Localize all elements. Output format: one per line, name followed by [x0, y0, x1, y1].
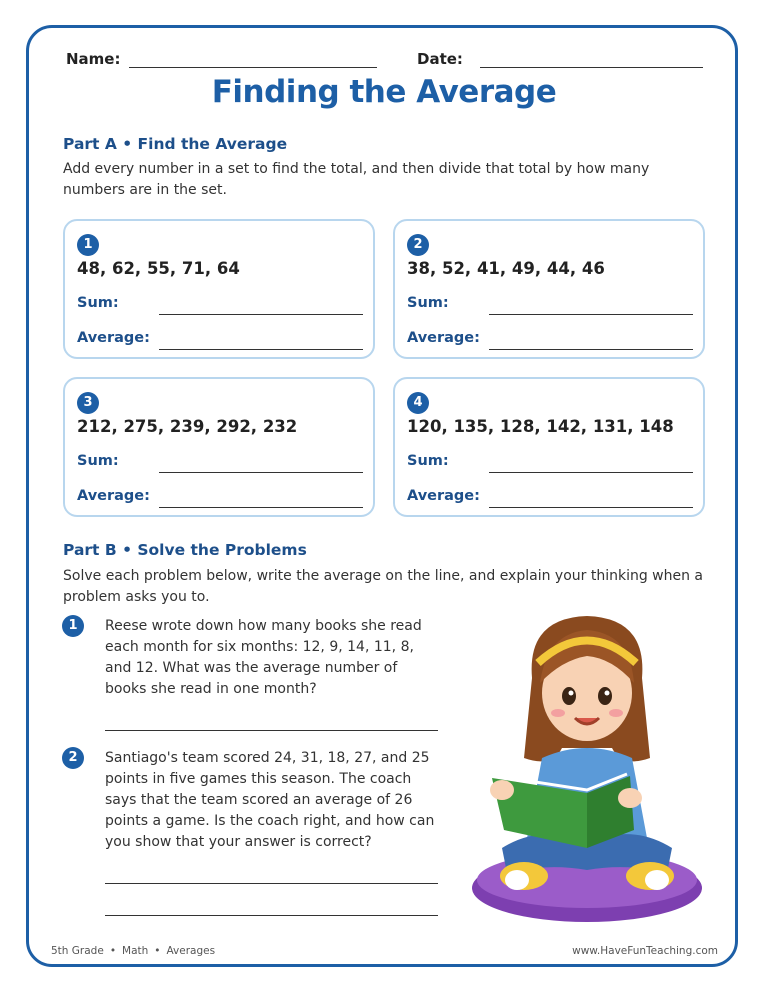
date-field[interactable]: [480, 67, 703, 68]
problem-number-badge: 4: [407, 392, 429, 414]
number-set: 38, 52, 41, 49, 44, 46: [407, 259, 605, 278]
name-label: Name:: [66, 50, 121, 68]
footer-website-link[interactable]: www.HaveFunTeaching.com: [572, 945, 718, 957]
average-answer-line[interactable]: [489, 349, 693, 350]
sum-answer-line[interactable]: [159, 472, 363, 473]
girl-reading-book-icon: [462, 608, 712, 926]
number-set: 48, 62, 55, 71, 64: [77, 259, 240, 278]
sum-label: Sum:: [77, 295, 119, 311]
date-label: Date:: [417, 50, 463, 68]
footer-subject: Math: [122, 945, 149, 957]
header-row: [64, 50, 704, 72]
average-answer-line[interactable]: [489, 507, 693, 508]
word-problem-number-badge: 2: [62, 747, 84, 769]
sum-answer-line[interactable]: [489, 314, 693, 315]
sum-label: Sum:: [407, 453, 449, 469]
name-field[interactable]: [129, 67, 377, 68]
sum-label: Sum:: [407, 295, 449, 311]
part-b-title: Part B • Solve the Problems: [63, 541, 307, 559]
footer-grade: 5th Grade: [51, 945, 104, 957]
problem-number-badge: 3: [77, 392, 99, 414]
problem-card-3: [63, 377, 375, 517]
footer-topic: Averages: [166, 945, 216, 957]
problem-card-4: [393, 377, 705, 517]
word-problem-answer-line[interactable]: [105, 883, 438, 884]
sum-label: Sum:: [77, 453, 119, 469]
problem-card-1: [63, 219, 375, 359]
word-problem-text: Reese wrote down how many books she read each month for six months: 12, 9, 14, 11, 8, and 12. What was the average number of books she read in one month?: [105, 618, 422, 697]
problem-number-badge: 2: [407, 234, 429, 256]
problem-number-badge: 1: [77, 234, 99, 256]
average-label: Average:: [77, 488, 150, 504]
sum-answer-line[interactable]: [489, 472, 693, 473]
sum-answer-line[interactable]: [159, 314, 363, 315]
word-problem-answer-line[interactable]: [105, 915, 438, 916]
problem-card-2: [393, 219, 705, 359]
average-answer-line[interactable]: [159, 349, 363, 350]
word-problem-answer-line[interactable]: [105, 730, 438, 731]
number-set: 120, 135, 128, 142, 131, 148: [407, 417, 674, 436]
part-a-title: Part A • Find the Average: [63, 135, 288, 153]
average-label: Average:: [407, 330, 480, 346]
number-set: 212, 275, 239, 292, 232: [77, 417, 298, 436]
part-a-description: Add every number in a set to find the total, and then divide that total by how many numbers are in the set.: [63, 161, 650, 198]
word-problem-text: Santiago's team scored 24, 31, 18, 27, and 25 points in five games this season. The coach says that the team scored an average of 26 points a game. Is the coach right, and how can you show that your answer is correct?: [105, 750, 435, 850]
average-label: Average:: [77, 330, 150, 346]
average-label: Average:: [407, 488, 480, 504]
page-title: Finding the Average: [211, 74, 557, 110]
word-problem-number-badge: 1: [62, 615, 84, 637]
footer-breadcrumb: 5th Grade • Math • Averages: [51, 945, 216, 957]
average-answer-line[interactable]: [159, 507, 363, 508]
part-b-description: Solve each problem below, write the average on the line, and explain your thinking when a problem asks you to.: [63, 568, 704, 605]
